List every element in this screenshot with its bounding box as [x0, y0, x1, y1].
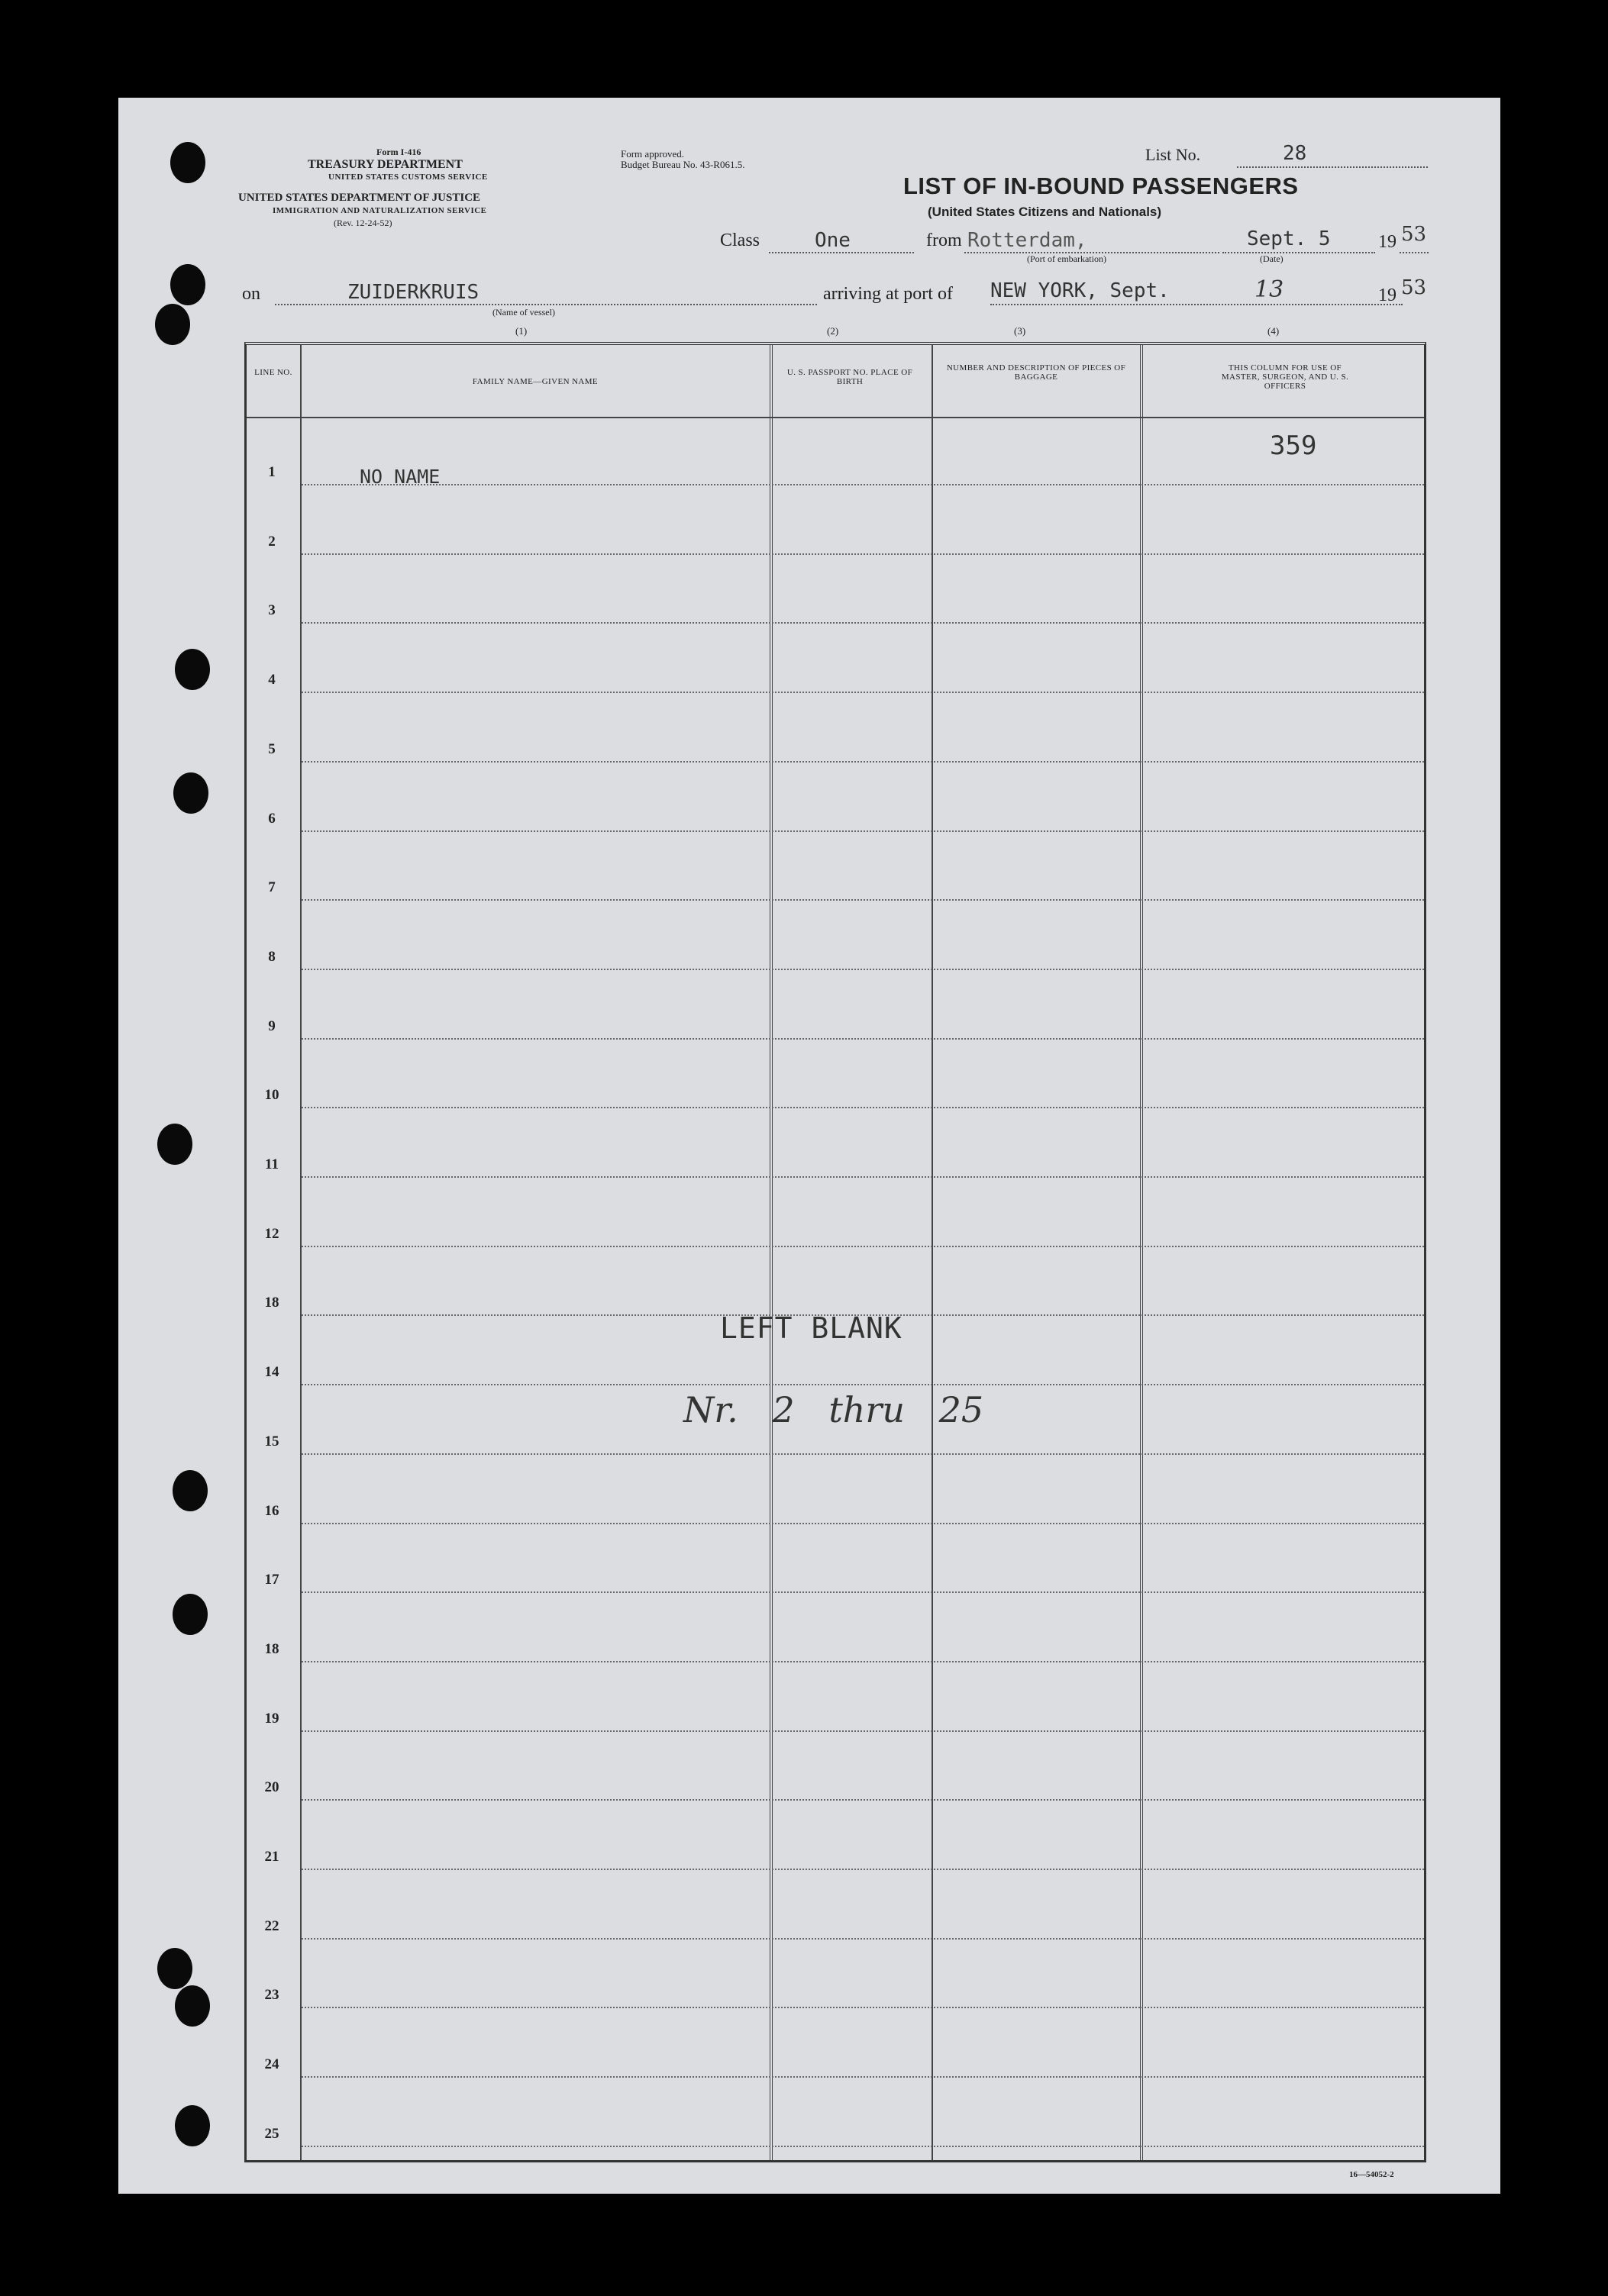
table-row: [302, 1176, 1424, 1178]
table-row: [302, 830, 1424, 832]
list-no-label: List No.: [1145, 145, 1201, 164]
arrival-day-value: 13: [1254, 276, 1284, 303]
row-number: 2: [268, 533, 276, 550]
embark-date-value: Sept. 5: [1247, 227, 1331, 250]
vessel-name-value: ZUIDERKRUIS: [347, 281, 479, 304]
footer-code: 16—54052-2: [1349, 2170, 1394, 2179]
row-number: 11: [265, 1156, 279, 1172]
table-row: [302, 1246, 1424, 1247]
table-row: [302, 1661, 1424, 1662]
row-number: 4: [268, 672, 276, 688]
table-row: [302, 2076, 1424, 2078]
row-number: 17: [264, 1572, 279, 1588]
form-number: Form I-416: [376, 147, 421, 157]
page-subtitle: (United States Citizens and Nationals): [928, 205, 1162, 219]
treasury-department: TREASURY DEPARTMENT: [308, 158, 463, 171]
vessel-field: [275, 304, 817, 305]
table-row: [302, 1038, 1424, 1040]
form-approved: Form approved.: [621, 148, 685, 160]
arrival-year-prefix: 19: [1378, 285, 1397, 305]
left-blank-stamp: LEFT BLANK: [720, 1311, 902, 1345]
table-row: [302, 1799, 1424, 1801]
header-passport: U. S. PASSPORT NO. PLACE OF BIRTH: [786, 368, 913, 386]
table-row: [302, 1591, 1424, 1593]
vessel-caption: (Name of vessel): [492, 307, 555, 318]
from-label: from: [926, 231, 962, 250]
row-number: 25: [264, 2125, 279, 2142]
row-number: 16: [264, 1502, 279, 1519]
table-row: [302, 1730, 1424, 1732]
year-field: [1400, 252, 1429, 253]
table-row: [302, 553, 1424, 555]
table-row: [302, 1869, 1424, 1870]
binder-hole: [155, 304, 190, 345]
manifest-page: [118, 98, 1500, 2194]
row-number: 6: [268, 810, 276, 827]
row-number: 14: [264, 1364, 279, 1381]
table-row: [302, 1938, 1424, 1940]
binder-hole: [175, 2105, 210, 2146]
passenger-table: [244, 342, 1426, 2162]
column-number-1: (1): [515, 325, 528, 337]
list-no-value: 28: [1283, 142, 1307, 165]
table-row: [302, 1107, 1424, 1108]
row-number: 1: [268, 464, 276, 480]
row-1-officer-entry: 359: [1270, 430, 1317, 461]
port-caption: (Port of embarkation): [1027, 253, 1106, 264]
revision-date: (Rev. 12-24-52): [334, 218, 392, 228]
table-row: [302, 1384, 1424, 1385]
row-number: 5: [268, 740, 276, 757]
embark-port-value: Rotterdam,: [967, 229, 1087, 252]
class-value: One: [815, 229, 851, 252]
row-number: 3: [268, 602, 276, 619]
row-number: 20: [264, 1779, 279, 1796]
row-number: 23: [264, 1987, 279, 2004]
date-caption: (Date): [1260, 253, 1283, 264]
binder-hole: [175, 649, 210, 690]
class-field: [769, 252, 914, 253]
budget-bureau: Budget Bureau No. 43-R061.5.: [621, 159, 745, 170]
page-title: LIST OF IN-BOUND PASSENGERS: [903, 173, 1299, 199]
arrival-field: [990, 304, 1403, 305]
row-number: 15: [264, 1433, 279, 1450]
binder-hole: [173, 1594, 208, 1635]
column-number-4: (4): [1267, 325, 1280, 337]
arriving-label: arriving at port of: [823, 284, 953, 304]
department-of-justice: UNITED STATES DEPARTMENT OF JUSTICE: [238, 192, 481, 204]
binder-hole: [157, 1124, 192, 1165]
class-label: Class: [720, 231, 760, 250]
row-number: 9: [268, 1017, 276, 1034]
row-number: 19: [264, 1710, 279, 1727]
header-name: FAMILY NAME—GIVEN NAME: [472, 377, 599, 386]
header-officers: THIS COLUMN FOR USE OF MASTER, SURGEON, AND U. S. OFFICERS: [1221, 363, 1349, 391]
header-line-no: LINE NO.: [254, 368, 292, 377]
arrival-port-value: NEW YORK, Sept.: [990, 279, 1170, 302]
row-number: 12: [264, 1225, 279, 1242]
row-number: 7: [268, 879, 276, 896]
row-number: 18: [264, 1295, 279, 1311]
binder-hole: [157, 1948, 192, 1989]
row-1-name: NO NAME: [360, 466, 441, 488]
date-field: [1222, 252, 1375, 253]
row-number: 22: [264, 1917, 279, 1934]
table-row: [302, 622, 1424, 624]
column-number-2: (2): [827, 325, 839, 337]
binder-hole: [170, 142, 205, 183]
arrival-year-value: 53: [1401, 276, 1427, 299]
table-row: [302, 484, 1424, 485]
table-row: [302, 2146, 1424, 2147]
column-number-3: (3): [1014, 325, 1026, 337]
binder-hole: [173, 772, 208, 814]
row-number: 10: [264, 1087, 279, 1104]
table-row: [302, 1453, 1424, 1455]
on-label: on: [242, 284, 260, 304]
embark-year-value: 53: [1401, 223, 1427, 246]
table-row: [302, 899, 1424, 901]
table-row: [302, 969, 1424, 970]
ins-service: IMMIGRATION AND NATURALIZATION SERVICE: [273, 206, 487, 215]
header-baggage: NUMBER AND DESCRIPTION OF PIECES OF BAGGAGE: [946, 363, 1126, 382]
row-number: 24: [264, 2056, 279, 2073]
table-row: [302, 1523, 1424, 1524]
year-prefix: 19: [1378, 232, 1397, 252]
binder-hole: [175, 1985, 210, 2027]
handwritten-note: Nr. 2 thru 25: [683, 1389, 984, 1430]
table-row: [302, 692, 1424, 693]
customs-service: UNITED STATES CUSTOMS SERVICE: [328, 173, 488, 182]
table-row: [302, 761, 1424, 763]
binder-hole: [170, 264, 205, 305]
binder-hole: [173, 1470, 208, 1511]
list-no-field: [1237, 166, 1428, 168]
row-number: 18: [264, 1640, 279, 1657]
table-row: [302, 2007, 1424, 2008]
row-number: 8: [268, 948, 276, 965]
row-number: 21: [264, 1849, 279, 1865]
